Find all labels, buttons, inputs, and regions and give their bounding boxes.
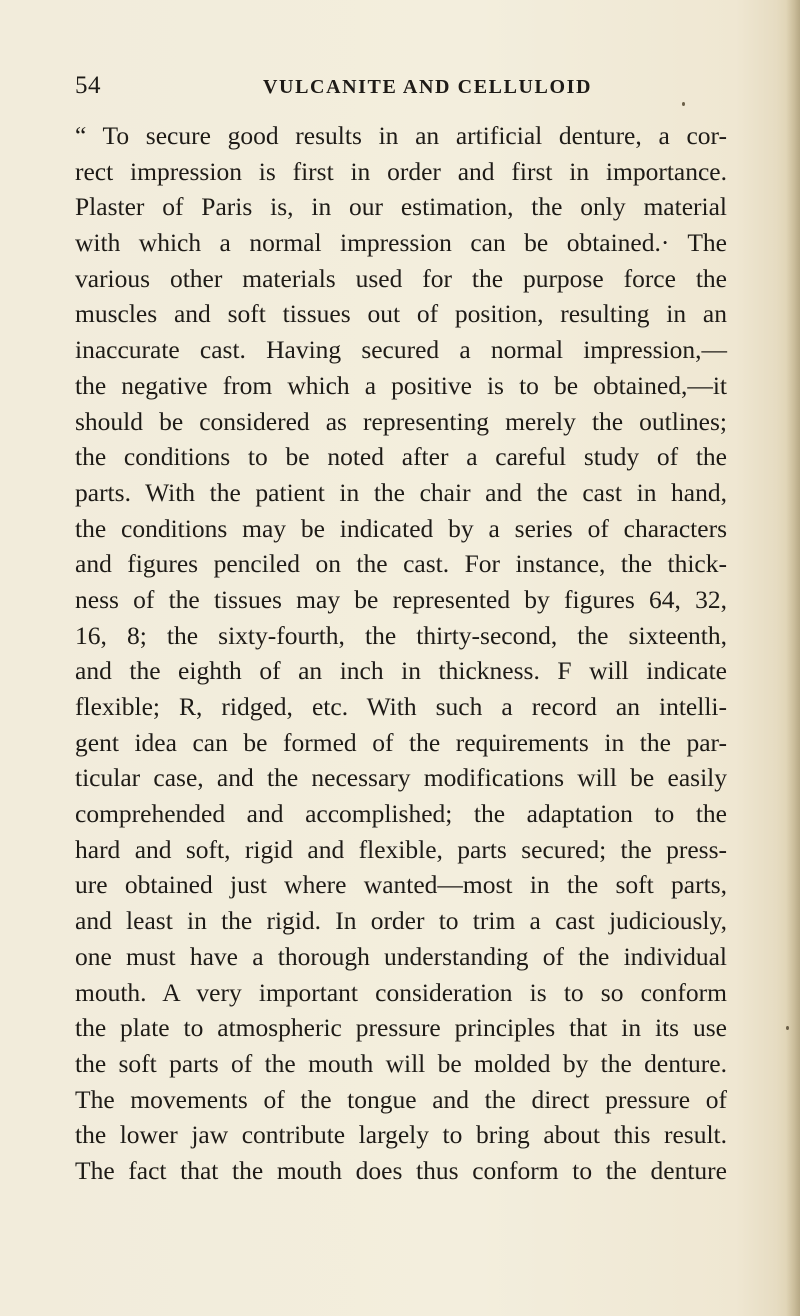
text-line: 16, 8; the sixty-fourth, the thirty-second, the sixteenth, — [75, 620, 727, 650]
page-edge-shadow — [786, 0, 800, 1316]
body-paragraph — [75, 118, 727, 1189]
text-line: and least in the rigid. In order to trim a cast judiciously, — [75, 906, 727, 936]
text-line: rect impression is first in order and first in importance. — [75, 156, 727, 186]
text-line: gent idea can be formed of the requirements in the par- — [75, 727, 727, 757]
text-line: The fact that the mouth does thus conform to the denture — [75, 1155, 727, 1185]
text-line: the lower jaw contribute largely to bring about this result. — [75, 1120, 727, 1150]
text-line: inaccurate cast. Having secured a normal impression,— — [75, 335, 727, 365]
text-line: muscles and soft tissues out of position, resulting in an — [75, 299, 727, 329]
text-line: with which a normal impression can be obtained.· The — [75, 228, 727, 258]
text-line: the plate to atmospheric pressure principles that in its use — [75, 1013, 727, 1043]
text-line: mouth. A very important consideration is to so conform — [75, 977, 727, 1007]
page-header — [75, 72, 725, 106]
text-line: ure obtained just where wanted—most in the soft parts, — [75, 870, 727, 900]
text-line: the soft parts of the mouth will be molded by the denture. — [75, 1048, 727, 1078]
paper-speck — [786, 1026, 789, 1030]
text-line: one must have a thorough understanding of the individual — [75, 941, 727, 971]
text-line: ness of the tissues may be represented by figures 64, 32, — [75, 584, 727, 614]
running-title: VULCANITE AND CELLULOID — [263, 76, 593, 98]
text-line: the negative from which a positive is to be obtained,—it — [75, 370, 727, 400]
text-line: flexible; R, ridged, etc. With such a record an intelli- — [75, 692, 727, 721]
text-line: the conditions to be noted after a careful study of the — [75, 442, 727, 472]
text-line: ticular case, and the necessary modifications will be easily — [75, 763, 727, 793]
text-line: hard and soft, rigid and flexible, parts secured; the press- — [75, 834, 727, 864]
text-line: and the eighth of an inch in thickness. F will indicate — [75, 656, 727, 686]
text-line: various other materials used for the purpose force the — [75, 263, 727, 293]
text-line: comprehended and accomplished; the adaptation to the — [75, 799, 727, 829]
page-number: 54 — [75, 72, 101, 99]
text-line: “ To secure good results in an artificial denture, a cor- — [75, 121, 727, 150]
paper-speck — [682, 102, 685, 106]
text-line: Plaster of Paris is, in our estimation, the only material — [75, 192, 727, 222]
text-line: should be considered as representing merely the outlines; — [75, 406, 727, 436]
text-line: the conditions may be indicated by a series of characters — [75, 513, 727, 543]
text-line: and figures penciled on the cast. For instance, the thick- — [75, 549, 727, 579]
text-line: parts. With the patient in the chair and the cast in hand, — [75, 477, 727, 507]
text-line: The movements of the tongue and the direct pressure of — [75, 1084, 727, 1114]
